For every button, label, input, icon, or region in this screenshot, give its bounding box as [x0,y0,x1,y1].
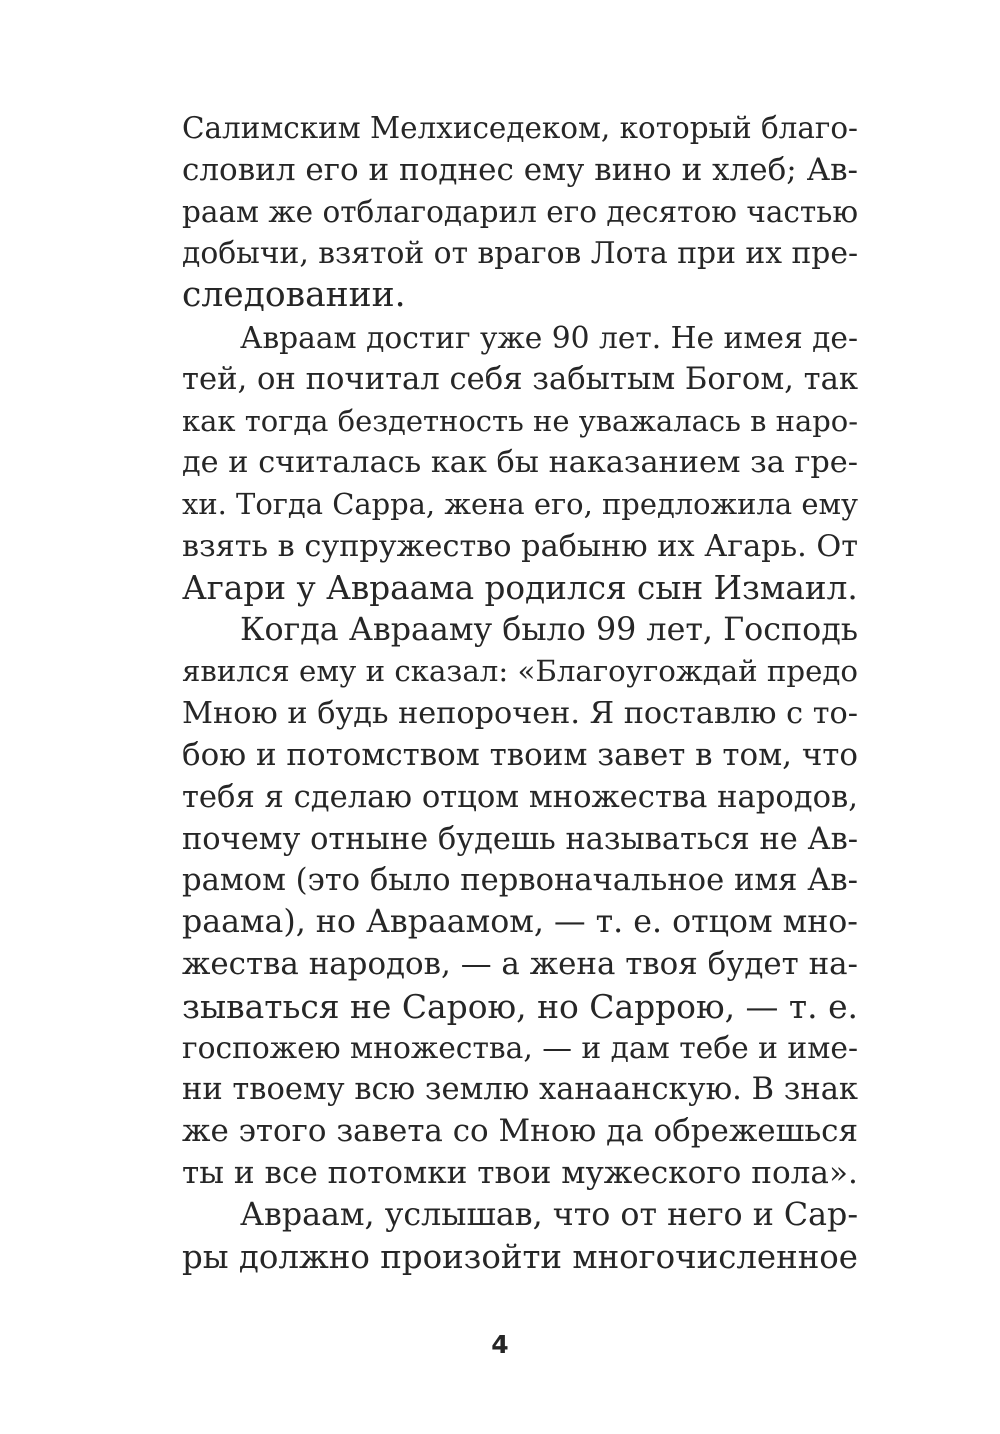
text-line: словил его и поднес ему вино и хлеб; Ав- [182,151,858,188]
text-line: зываться не Сарою, но Саррою, — т. е. [182,986,858,1026]
text-line: жества народов, — а жена твоя будет на- [182,945,858,982]
text-line: тебя я сделаю отцом множества народов, [182,779,858,815]
page-number: 4 [491,1330,509,1359]
text-line: добычи, взятой от врагов Лота при их пре- [182,236,858,272]
text-line: ни твоему всю землю ханаанскую. В знак [182,1072,858,1108]
text-line: ты и все потомки твои мужеского пола». [182,1154,858,1191]
text-line: бою и потомством твоим завет в том, что [182,736,858,773]
text-line: раама), но Авраамом, — т. е. отцом мно- [182,904,858,941]
text-line: де и считалась как бы наказанием за гре- [182,445,858,481]
text-line: ры должно произойти многочисленное [182,1237,858,1276]
text-line: Авраам достиг уже 90 лет. Не имея де- [240,319,858,355]
text-line: Салимским Мелхиседеком, который благо- [182,111,858,145]
text-line: как тогда бездетность не уважалась в наро- [182,403,858,438]
text-line: явился ему и сказал: «Благоугождай предо [182,654,858,689]
text-line: госпожею множества, — и дам тебе и име- [182,1030,858,1066]
text-line: Агари у Авраама родился сын Измаил. [182,568,858,607]
text-line: же этого завета со Мною да обрежешься [182,1113,858,1150]
text-line: почему отныне будешь называться не Ав- [182,821,858,857]
text-line: Мною и будь непорочен. Я поставлю с то- [182,696,858,732]
text-line: следовании. [182,275,406,316]
text-line: Авраам, услышав, что от него и Сар- [240,1196,859,1233]
text-line: рамом (это было первоначальное имя Ав- [182,863,858,899]
text-line: Когда Аврааму было 99 лет, Господь [240,611,858,648]
text-line: раам же отблагодарил его десятою частью [182,194,858,229]
text-line: тей, он почитал себя забытым Богом, так [182,361,858,397]
body-text [182,108,858,1278]
text-line: взять в супружество рабыню их Агарь. От [182,528,858,564]
text-line: хи. Тогда Сарра, жена его, предложила ему [182,487,858,522]
